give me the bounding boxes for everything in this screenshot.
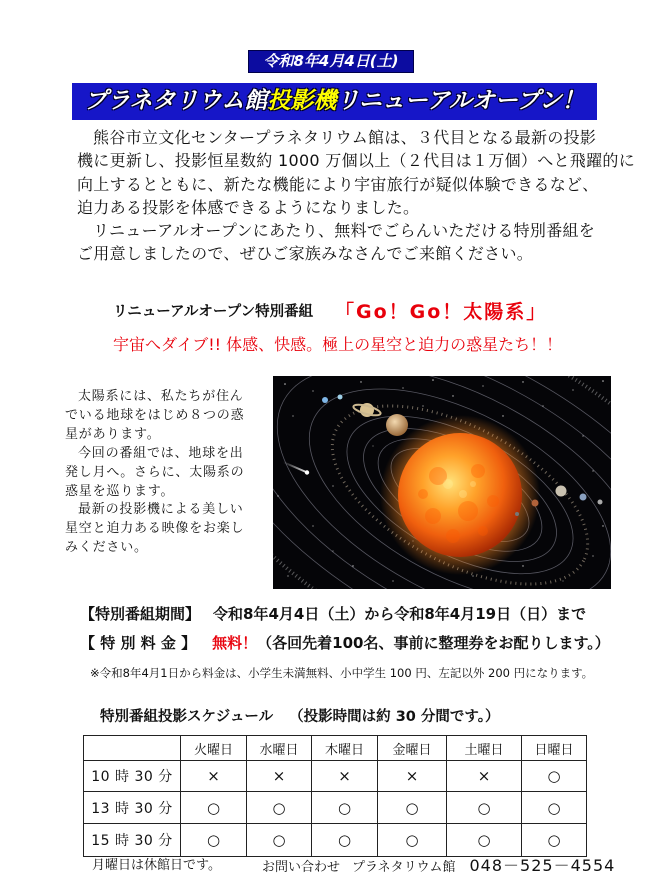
availability-cell: ○ [378, 824, 447, 857]
description-line: 最新の投影機による美しい [78, 502, 244, 518]
day-header: 土曜日 [447, 736, 522, 761]
description-line: でいる地球をはじめ８つの惑 [65, 407, 245, 423]
table-row [84, 824, 587, 857]
description-line: 星があります。 [65, 426, 161, 442]
availability-cell: ○ [181, 792, 247, 824]
contact-info [262, 855, 615, 879]
description-line: 星空と迫力ある映像をお楽し [65, 521, 245, 537]
availability-cell: ○ [312, 824, 378, 857]
schedule-title: 特別番組投影スケジュール [100, 709, 274, 725]
day-header: 火曜日 [181, 736, 247, 761]
program-tagline: 宇宙へダイブ!! 体感、快感。極上の星空と迫力の惑星たち！！ [113, 335, 563, 354]
program-description [65, 388, 244, 558]
fee-free: 無料！ [212, 634, 258, 652]
intro-line: 迫力ある投影を体感できるようになりました。 [77, 197, 420, 217]
program-name: 「Go！Go！太陽系」 [335, 301, 548, 323]
date-badge: 令和8年4月4日(土) [248, 50, 414, 73]
intro-line: 向上するとともに、新たな機能により宇宙旅行が疑似体験できるなど、 [77, 174, 599, 194]
day-header: 日曜日 [522, 736, 587, 761]
availability-cell: ○ [522, 792, 587, 824]
planet-jupiter [386, 414, 408, 436]
table-row [84, 761, 587, 792]
contact-label: お問い合わせ [262, 860, 341, 875]
availability-cell: ○ [181, 824, 247, 857]
contact-phone: 048－525－4554 [469, 856, 616, 875]
description-line: 惑星を巡ります。 [65, 483, 175, 499]
title-text-start: プラネタリウム館 [84, 88, 268, 114]
description-line: 今回の番組では、地球を出 [78, 445, 244, 461]
table-row [84, 792, 587, 824]
availability-cell: ○ [378, 792, 447, 824]
intro-paragraph [77, 126, 635, 266]
contact-name: プラネタリウム館 [352, 860, 456, 875]
program-label: リニューアルオープン特別番組 [113, 304, 314, 320]
availability-cell: ○ [522, 824, 587, 857]
description-line: 太陽系には、私たちが住ん [78, 389, 244, 404]
table-corner-cell [84, 736, 181, 761]
intro-line: 機に更新し、投影恒星数約 1000 万個以上（２代目は１万個）へと飛躍的に [77, 151, 635, 171]
intro-line: リニューアルオープンにあたり、無料でごらんいただける特別番組を [93, 221, 596, 241]
availability-cell: ○ [447, 824, 522, 857]
description-line: みください。 [65, 540, 148, 556]
sun [398, 433, 522, 557]
fee-note: （各回先着100名、事前に整理券をお配りします。） [257, 634, 610, 652]
period-value: 令和8年4月4日（土）から令和8年4月19日（日）まで [213, 605, 587, 623]
availability-cell: ○ [312, 792, 378, 824]
availability-cell: × [312, 761, 378, 792]
description-line: 発し月へ。さらに、太陽系の [65, 464, 245, 480]
solar-system-image [273, 376, 611, 589]
availability-cell: ○ [447, 792, 522, 824]
availability-cell: × [378, 761, 447, 792]
day-header: 水曜日 [247, 736, 312, 761]
fee-label: 【 特 別 料 金 】 [80, 634, 197, 652]
availability-cell: × [247, 761, 312, 792]
price-note: ※令和8年4月1日から料金は、小学生未満無料、小中学生 100 円、左記以外 200 円になります。 [90, 666, 594, 680]
period-label: 【特別番組期間】 [80, 605, 201, 623]
schedule-heading [100, 707, 500, 727]
table-header-row [84, 736, 587, 761]
planet-neptune [322, 397, 328, 403]
intro-line: ご用意しましたので、ぜひご家族みなさんでご来館ください。 [77, 244, 534, 264]
schedule-table [83, 735, 587, 857]
availability-cell: × [181, 761, 247, 792]
day-header: 木曜日 [312, 736, 378, 761]
planet-uranus [338, 395, 343, 400]
availability-cell: ○ [522, 761, 587, 792]
time-cell: 15 時 30 分 [84, 824, 181, 857]
intro-line: 熊谷市立文化センタープラネタリウム館は、３代目となる最新の投影 [93, 128, 597, 147]
closed-day-note: 月曜日は休館日です。 [92, 858, 221, 873]
time-cell: 10 時 30 分 [84, 761, 181, 792]
title-text-end: リニューアルオープン！ [336, 88, 585, 114]
title-banner [72, 83, 597, 120]
day-header: 金曜日 [378, 736, 447, 761]
availability-cell: ○ [247, 792, 312, 824]
availability-cell: ○ [247, 824, 312, 857]
availability-cell: × [447, 761, 522, 792]
program-period [80, 604, 586, 624]
time-cell: 13 時 30 分 [84, 792, 181, 824]
program-fee [80, 633, 610, 653]
schedule-duration-note: （投影時間は約 30 分間です。） [289, 709, 500, 725]
title-highlight: 投影機 [267, 88, 337, 114]
